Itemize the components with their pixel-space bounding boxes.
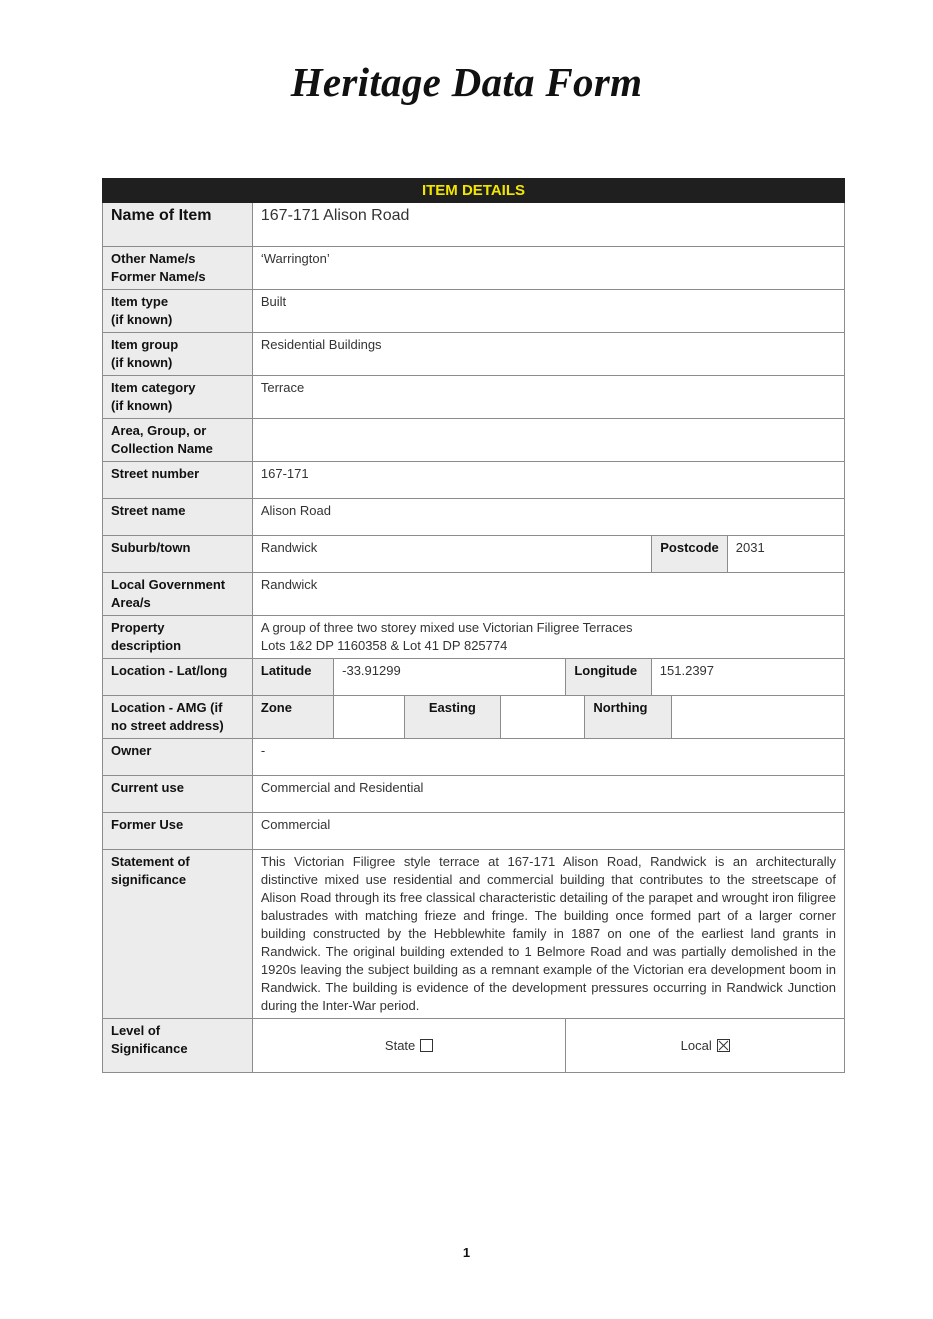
state-option [252,1019,565,1073]
easting-value [500,696,584,739]
local-checkbox[interactable] [717,1039,730,1052]
local-option [566,1019,845,1073]
item-category-label: Item category (if known) [103,376,253,419]
longitude-label: Longitude [566,659,651,696]
state-label: State [384,1037,416,1053]
suburb-label: Suburb/town [103,536,253,573]
owner-label: Owner [103,739,253,776]
form-title: Heritage Data Form [290,59,643,105]
item-details-table [102,178,845,1073]
row-lga [103,573,845,616]
row-item-type [103,290,845,333]
item-type-label: Item type (if known) [103,290,253,333]
statement-label: Statement of significance [103,850,253,1019]
row-level-of-significance [103,1019,845,1073]
row-statement [103,850,845,1019]
other-names-label: Other Name/s Former Name/s [103,247,253,290]
row-item-group [103,333,845,376]
level-of-significance-label: Level of Significance [103,1019,253,1073]
row-suburb [103,536,845,573]
item-group-label: Item group (if known) [103,333,253,376]
item-details-header: ITEM DETAILS [103,179,845,203]
owner-value: - [252,739,844,776]
easting-label: Easting [404,696,500,739]
other-names-value: ‘Warrington’ [252,247,844,290]
row-location-latlong [103,659,845,696]
item-group-value: Residential Buildings [252,333,844,376]
name-of-item-label: Name of Item [103,203,253,247]
postcode-label: Postcode [651,536,727,573]
former-use-label: Former Use [103,813,253,850]
latitude-label: Latitude [252,659,333,696]
statement-value: This Victorian Filigree style terrace at 167-171 Alison Road, Randwick is an architecturally distinctive mixed use residential and commercial building that contributes to the streetscape of Alison Road through its free classical characteristic detailing of the parapet and wrought iron filigree balustrades with matching frieze and fringe. The building once formed part of a larger corner building constructed by the Hebblewhite family in 1887 on one of the earliest land grants in Randwick. The original building extended to 1 Belmore Road and was partially demolished in the 1920s leaving the subject building as a remnant example of the Victorian era development boom in Randwick. The building is evidence of the development pressures occurring in Randwick Junction during the Inter-War period. [252,850,844,1019]
row-area-group [103,419,845,462]
page-number: 1 [462,1245,471,1260]
item-type-value: Built [252,290,844,333]
name-of-item-value: 167-171 Alison Road [252,203,844,247]
area-group-label: Area, Group, or Collection Name [103,419,253,462]
row-location-amg [103,696,845,739]
postcode-value: 2031 [727,536,844,573]
zone-label: Zone [252,696,333,739]
northing-value [671,696,844,739]
current-use-label: Current use [103,776,253,813]
item-category-value: Terrace [252,376,844,419]
local-label: Local [680,1037,712,1053]
longitude-value: 151.2397 [651,659,844,696]
row-former-use [103,813,845,850]
suburb-value: Randwick [252,536,651,573]
property-description-value: A group of three two storey mixed use Victorian Filigree Terraces Lots 1&2 DP 1160358 & Lot 41 DP 825774 [252,616,844,659]
location-latlong-label: Location - Lat/long [103,659,253,696]
row-other-names [103,247,845,290]
lga-value: Randwick [252,573,844,616]
row-street-name [103,499,845,536]
street-number-label: Street number [103,462,253,499]
location-amg-label: Location - AMG (if no street address) [103,696,253,739]
property-description-label: Property description [103,616,253,659]
row-owner [103,739,845,776]
row-street-number [103,462,845,499]
northing-label: Northing [585,696,672,739]
area-group-value [252,419,844,462]
row-item-category [103,376,845,419]
street-name-value: Alison Road [252,499,844,536]
zone-value [334,696,405,739]
row-property-description [103,616,845,659]
state-checkbox[interactable] [420,1039,433,1052]
lga-label: Local Government Area/s [103,573,253,616]
row-current-use [103,776,845,813]
current-use-value: Commercial and Residential [252,776,844,813]
latitude-value: -33.91299 [334,659,566,696]
checkbox-cross-icon [718,1040,729,1051]
row-name-of-item [103,203,845,247]
former-use-value: Commercial [252,813,844,850]
street-name-label: Street name [103,499,253,536]
street-number-value: 167-171 [252,462,844,499]
